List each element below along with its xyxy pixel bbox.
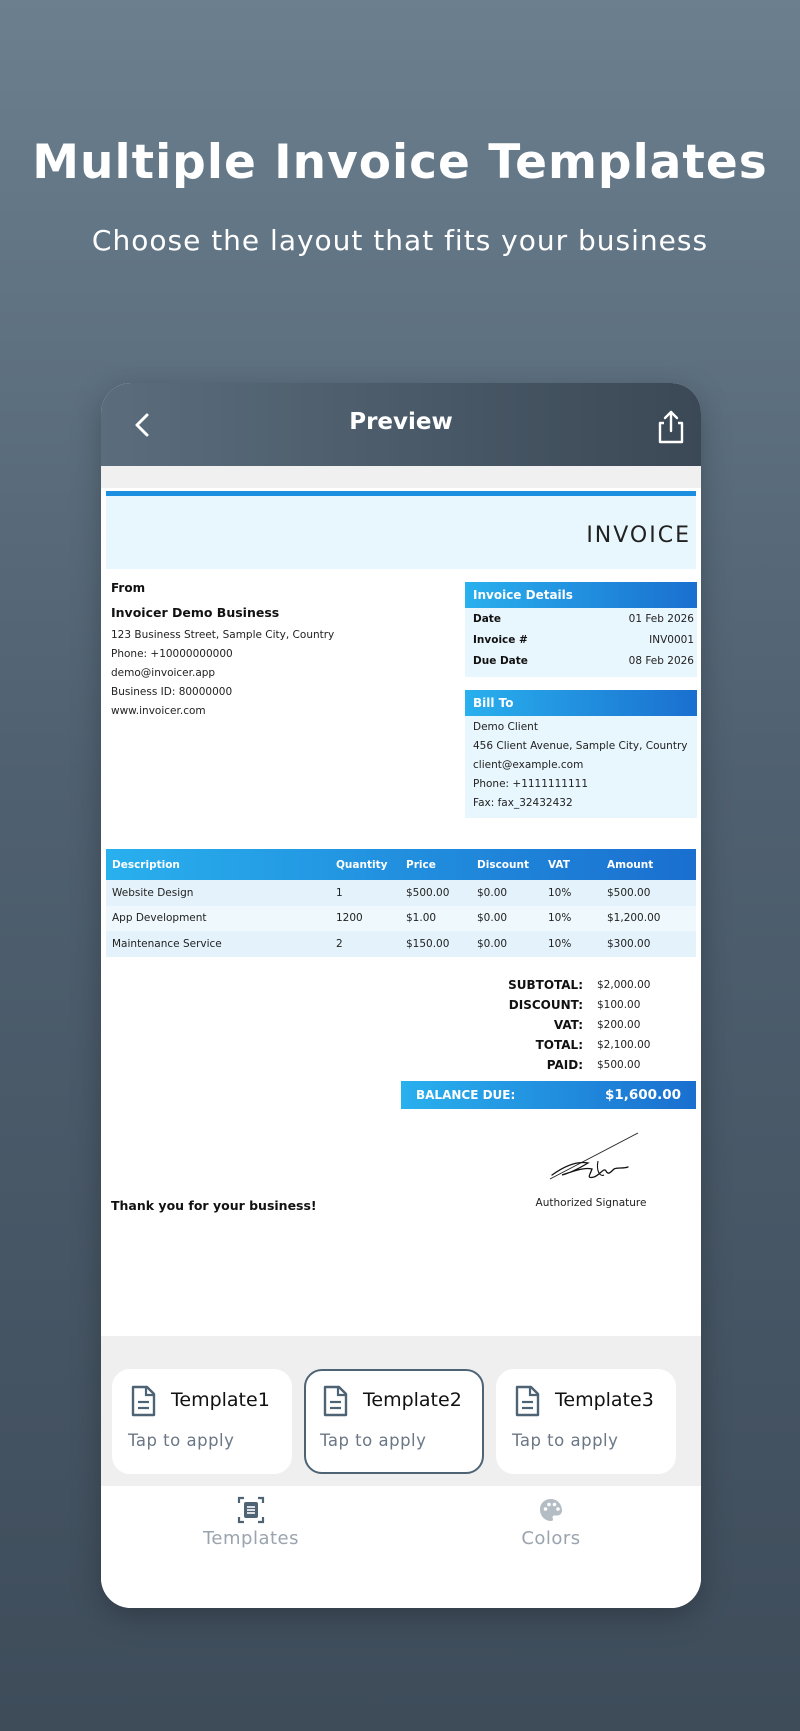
templates-icon	[237, 1496, 265, 1524]
business-id: Business ID: 80000000	[111, 686, 233, 698]
total-row-vat	[471, 1015, 691, 1035]
table-cell: 10%	[548, 886, 572, 899]
template-hint: Tap to apply	[320, 1431, 427, 1450]
detail-value: 08 Feb 2026	[628, 654, 694, 667]
total-value: $500.00	[597, 1059, 641, 1071]
total-row-paid	[471, 1055, 691, 1075]
column-header: Discount	[477, 858, 529, 871]
share-icon[interactable]	[655, 409, 687, 445]
total-label: DISCOUNT:	[508, 998, 583, 1012]
total-label: PAID:	[546, 1058, 583, 1072]
table-cell: 1	[336, 886, 343, 899]
detail-row-invoice-number	[465, 629, 697, 650]
thank-you-note: Thank you for your business!	[111, 1198, 317, 1213]
bill-to-title: Bill To	[465, 690, 697, 716]
table-cell: $0.00	[477, 937, 508, 950]
table-cell: $0.00	[477, 912, 508, 925]
table-cell: 10%	[548, 912, 572, 925]
table-cell: App Development	[112, 912, 207, 925]
business-email: demo@invoicer.app	[111, 667, 216, 679]
line-items-table	[106, 849, 696, 957]
total-label: TOTAL:	[535, 1038, 583, 1052]
total-label: VAT:	[553, 1018, 583, 1032]
column-header: VAT	[548, 858, 570, 871]
detail-key: Due Date	[473, 654, 528, 667]
table-row	[106, 931, 696, 957]
signature-caption: Authorized Signature	[535, 1197, 647, 1209]
client-email: client@example.com	[473, 759, 584, 771]
template-picker	[101, 1336, 701, 1486]
invoice-details-title: Invoice Details	[465, 582, 697, 608]
business-website: www.invoicer.com	[111, 705, 206, 717]
template-hint: Tap to apply	[512, 1431, 619, 1450]
hero-title: Multiple Invoice Templates	[32, 135, 768, 190]
client-name: Demo Client	[473, 721, 538, 733]
business-phone: Phone: +10000000000	[111, 648, 233, 660]
nav-label: Templates	[202, 1528, 299, 1549]
palette-icon	[537, 1496, 565, 1524]
app-title: Preview	[349, 409, 453, 435]
balance-due-value: $1,600.00	[604, 1087, 681, 1103]
template-card-3[interactable]	[496, 1369, 676, 1474]
invoice-details-box	[465, 582, 697, 677]
detail-row-due-date	[465, 650, 697, 671]
totals-block	[471, 975, 691, 1075]
document-icon	[514, 1385, 540, 1417]
preview-top-band	[101, 466, 701, 488]
hero-subtitle: Choose the layout that fits your business	[91, 224, 709, 257]
client-phone: Phone: +1111111111	[473, 778, 589, 790]
nav-templates[interactable]	[151, 1496, 351, 1549]
total-value: $100.00	[597, 999, 641, 1011]
table-cell: $500.00	[607, 886, 651, 899]
template-title: Template2	[363, 1389, 462, 1411]
document-icon	[130, 1385, 156, 1417]
client-address: 456 Client Avenue, Sample City, Country	[473, 740, 688, 752]
table-row	[106, 880, 696, 906]
signature-image	[548, 1131, 643, 1183]
table-cell: Website Design	[112, 886, 194, 899]
bill-to-box	[465, 690, 697, 818]
table-cell: $150.00	[406, 937, 450, 950]
detail-key: Date	[473, 612, 501, 625]
total-value: $2,100.00	[597, 1039, 651, 1051]
table-cell: 2	[336, 937, 343, 950]
table-cell: Maintenance Service	[112, 937, 222, 950]
template-title: Template3	[555, 1389, 654, 1411]
total-value: $200.00	[597, 1019, 641, 1031]
document-icon	[322, 1385, 348, 1417]
bottom-nav	[101, 1486, 701, 1608]
business-address: 123 Business Street, Sample City, Country	[111, 629, 335, 641]
column-header: Quantity	[336, 858, 388, 871]
invoice-heading: INVOICE	[586, 523, 691, 548]
total-label: SUBTOTAL:	[508, 978, 583, 992]
template-hint: Tap to apply	[128, 1431, 235, 1450]
from-label: From	[111, 581, 146, 595]
template-title: Template1	[171, 1389, 270, 1411]
column-header: Amount	[607, 858, 654, 871]
table-cell: $500.00	[406, 886, 450, 899]
column-header: Price	[406, 858, 436, 871]
detail-value: 01 Feb 2026	[628, 612, 694, 625]
table-cell: $1,200.00	[607, 912, 661, 925]
table-cell: 10%	[548, 937, 572, 950]
client-fax: Fax: fax_32432432	[473, 797, 573, 809]
total-row-total	[471, 1035, 691, 1055]
balance-due-label: BALANCE DUE:	[416, 1088, 516, 1102]
table-row	[106, 906, 696, 932]
table-cell: $0.00	[477, 886, 508, 899]
template-card-2[interactable]	[304, 1369, 484, 1474]
detail-key: Invoice #	[473, 633, 528, 646]
business-name: Invoicer Demo Business	[111, 605, 280, 620]
nav-label: Colors	[521, 1528, 581, 1549]
column-header: Description	[112, 858, 180, 871]
invoice-header	[106, 491, 696, 569]
from-block	[111, 581, 471, 721]
balance-due-bar	[401, 1081, 696, 1109]
total-row-subtotal	[471, 975, 691, 995]
table-cell: $1.00	[406, 912, 437, 925]
app-bar	[101, 383, 701, 466]
table-cell: 1200	[336, 912, 363, 925]
detail-row-date	[465, 608, 697, 629]
nav-colors[interactable]	[451, 1496, 651, 1549]
detail-value: INV0001	[649, 633, 694, 646]
table-header-row	[106, 849, 696, 880]
template-card-1[interactable]	[112, 1369, 292, 1474]
total-value: $2,000.00	[597, 979, 651, 991]
phone-screen	[101, 383, 701, 1608]
total-row-discount	[471, 995, 691, 1015]
table-cell: $300.00	[607, 937, 651, 950]
